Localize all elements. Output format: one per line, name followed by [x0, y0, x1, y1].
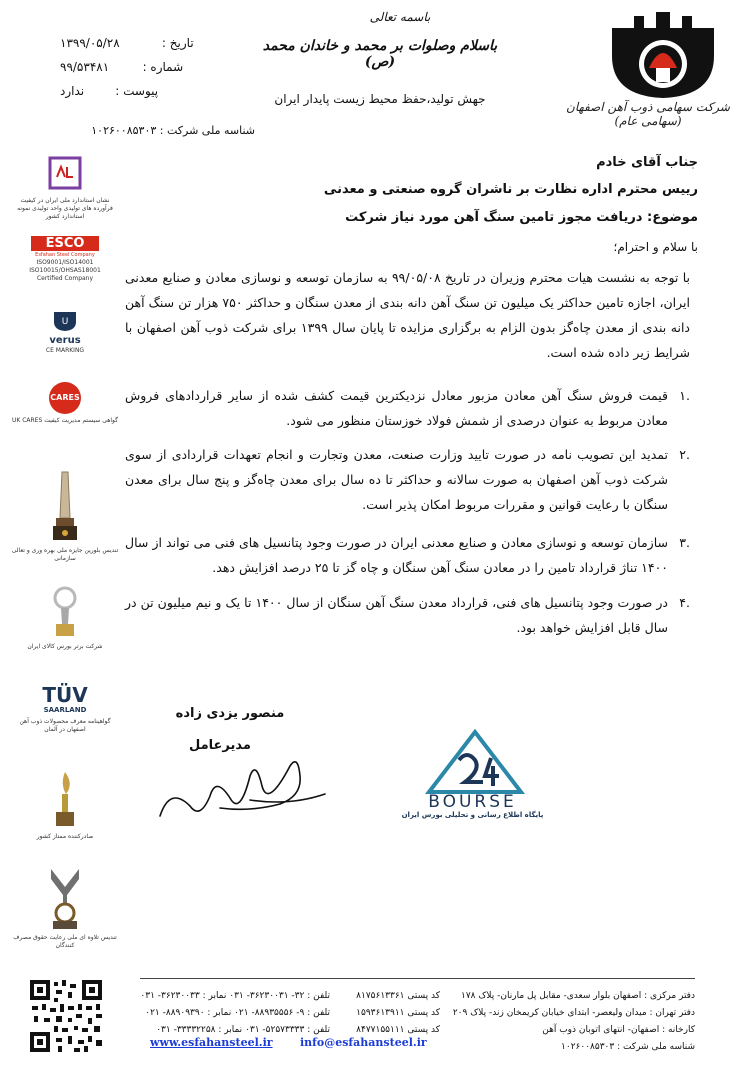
badge-label: نشان استاندارد ملی ایران در کیفیت فرآورده های تولیدی واحد تولیدی نمونه استاندارد کشور — [17, 197, 113, 220]
footer-address-hq: دفتر مرکزی : اصفهان بلوار سعدی- مقابل پل مارنان- پلاک ۱۷۸ — [460, 991, 695, 1001]
recipient: جناب آقای خادم — [596, 155, 698, 170]
badge-label: ISO10015/OHSAS18001 — [29, 267, 101, 274]
bourse-trophy-icon — [48, 584, 82, 640]
standard-mark-icon — [47, 155, 83, 191]
subject: موضوع: دریافت مجوز تامین سنگ آهن مورد نیاز شرکت — [345, 210, 698, 225]
list-item-number: .۲ — [679, 447, 690, 462]
list-item-number: .۱ — [679, 388, 690, 403]
badge-label: گواهی سیستم مدیریت کیفیت UK CARES — [11, 417, 119, 424]
list-item — [125, 442, 690, 517]
footer-national-id: شناسه ملی شرکت : ۱۰۲۶۰۰۸۵۳۰۳ — [561, 1042, 695, 1052]
footer-address-tehran: دفتر تهران : میدان ولیعصر- ابتدای خیابان کریمخان زند- پلاک ۲۰۹ — [452, 1008, 695, 1018]
bourse-logo — [425, 730, 525, 794]
tuv-logo: TÜV — [42, 683, 88, 707]
intro-paragraph: با توجه به نشست هیات محترم وزیران در تاریخ ۹۹/۰۵/۰۸ به سازمان توسعه و نوسازی معادن و صنایع معدنی ایران، اجازه تامین حداکثر یک میلیون تن سنگ آهن دانه بندی از معدن سنگان و حداکثر ۷۵۰ هزار تن سنگ آهن دانه بندی از معدن چاه‌گز بدون الزام به برگزاری مزایده تا پایان سال ۱۳۹۹ برای شرکت ذوب آهن اصفهان با شرایط زیر داده شده است. — [125, 270, 690, 360]
badge-label: صادرکننده ممتاز کشور — [36, 833, 94, 840]
motto: جهش تولید،حفظ محیط زیست پایدار ایران — [274, 92, 486, 106]
greeting: با سلام و احترام؛ — [613, 240, 698, 254]
bismillah: باسمه تعالی — [369, 10, 431, 24]
badge-top-bourse — [10, 584, 120, 651]
badge-label: Esfahan Steel Company — [35, 252, 95, 258]
consumer-trophy-icon — [45, 865, 85, 931]
badge-label: شرکت برتر بورس کالای ایران — [27, 643, 103, 650]
meta-attachment-label: پیوست : — [115, 84, 159, 98]
footer-addresses — [440, 988, 695, 1056]
badge-esco — [10, 236, 120, 283]
verus-shield-icon — [50, 310, 80, 332]
qr-code — [28, 978, 104, 1054]
bourse-wordmark: BOURSE — [428, 792, 517, 812]
list-item-text: در صورت وجود پتانسیل های فنی، قرارداد معدن سنگ آهن سنگان از سال ۱۴۰۰ تا یک و نیم میلیون تن در سال قابل افزایش خواهد بود. — [125, 595, 668, 635]
meta-number-value: ۹۹/۵۳۴۸۱ — [60, 60, 110, 74]
footer-postal-tehran: کد پستی ۱۵۹۳۶۱۳۹۱۱ — [356, 1008, 440, 1018]
badge-crystal-award — [10, 468, 120, 563]
badge-label: تندیس بلورین جایزه ملی بهره وری و تعالی سازمانی — [11, 547, 119, 562]
company-name: شرکت سهامی ذوب آهن اصفهان (سهامی عام) — [566, 100, 730, 128]
company-logo — [604, 8, 722, 100]
verus-wordmark: verus — [49, 335, 81, 346]
list-item-text: قیمت فروش سنگ آهن معادن مزبور معادل نزدیکترین قیمت کشف شده از سایر قراردادهای فروش معادن مربوط به عنوان درصدی از شمش فولاد خوزستان منظور می شود. — [125, 388, 668, 428]
badge-exporter — [10, 770, 120, 841]
list-item — [125, 530, 690, 580]
svg-text:U: U — [61, 317, 69, 327]
footer-postal-codes — [330, 988, 440, 1039]
footer-phone-hq: تلفن : ۳۲- ۳۶۲۳۰۰۳۱- ۰۳۱ نمابر : ۳۶۲۳۰۰۳۳- ۰۳۱ — [140, 991, 330, 1001]
footer-phone-tehran: تلفن : ۹- ۸۸۹۳۵۵۵۶- ۰۲۱ نمابر : ۸۸۹۰۹۳۹۰- ۰۲۱ — [145, 1008, 330, 1018]
national-id: شناسه ملی شرکت : ۱۰۲۶۰۰۸۵۳۰۳ — [91, 124, 255, 137]
handwritten-signature — [150, 746, 340, 828]
badge-tuv — [10, 684, 120, 734]
badge-national-standard — [10, 155, 120, 221]
crystal-trophy-icon — [48, 468, 82, 544]
email-address: info@esfahansteel.ir — [300, 1036, 427, 1049]
meta-attachment — [60, 84, 260, 104]
recipient-title: رییس محترم اداره نظارت بر ناشران گروه صنعتی و معدنی — [323, 182, 698, 197]
list-item — [125, 383, 690, 433]
badge-verus — [10, 310, 120, 355]
meta-date-label: تاریخ : — [161, 36, 194, 50]
signer-name: منصور یزدی زاده — [175, 706, 285, 721]
esco-logo: ESCO — [31, 236, 99, 251]
badge-label: ISO9001/ISO14001 — [36, 259, 94, 266]
bourse-caption: پایگاه اطلاع رسانی و تحلیلی بورس ایران — [401, 811, 544, 819]
badge-consumer-rights — [10, 865, 120, 950]
list-item — [125, 590, 690, 640]
tuv-saarland: SAARLAND — [43, 706, 87, 714]
meta-attachment-value: ندارد — [60, 84, 85, 98]
meta-number — [60, 60, 260, 80]
salawat: باسلام وصلوات بر محمد و خاندان محمد (ص) — [262, 38, 498, 70]
list-item-number: .۳ — [679, 535, 690, 550]
badge-cares — [10, 382, 120, 425]
badge-label: تندیس تلاوه ای ملی رعایت حقوق مصرف کنندگان — [13, 934, 117, 949]
footer-postal-factory: کد پستی ۸۴۷۷۱۵۵۱۱۱ — [356, 1025, 440, 1035]
footer-address-factory: کارخانه : اصفهان- انتهای اتوبان ذوب آهن — [542, 1025, 695, 1035]
list-item-number: .۴ — [679, 595, 690, 610]
badge-label: گواهینامه معرف محصولات ذوب آهن اصفهان در آلمان — [19, 718, 111, 733]
meta-date — [60, 36, 260, 56]
website-link[interactable]: www.esfahansteel.ir — [150, 1036, 273, 1049]
footer-divider — [140, 978, 695, 979]
meta-date-value: ۱۳۹۹/۰۵/۲۸ — [60, 36, 120, 50]
signer-title: مدیرعامل — [189, 738, 251, 753]
footer-phone-factory: تلفن : ۵۲۵۷۳۳۳۳- ۰۳۱ نمابر : ۳۳۳۳۲۲۵۸- ۰۳۱ — [156, 1025, 330, 1035]
meta-number-label: شماره : — [142, 60, 184, 74]
list-item-text: سازمان توسعه و نوسازی معادن و صنایع معدنی ایران در صورت وجود پتانسیل های فنی می تواند از سال ۱۴۰۰ تناژ قرارداد تامین را در معادن سنگ آهن سنگان و چاه گز تا ۲۵ درصد افزایش دهد. — [125, 535, 668, 575]
footer-phones — [140, 988, 330, 1039]
cares-logo: CARES — [49, 382, 81, 414]
footer-postal-hq: کد پستی ۸۱۷۵۶۱۳۳۶۱ — [356, 991, 440, 1001]
badge-label: Certified Company — [36, 275, 94, 282]
exporter-trophy-icon — [50, 770, 80, 830]
badge-label: CE MARKING — [45, 347, 85, 354]
list-item-text: تمدید این تصویب نامه در صورت تایید وزارت صنعت، معدن وتجارت و انجام تعهدات قراردادی از سوی شرکت ذوب آهن اصفهان به صورت سالانه و حداکثر تا ده سال برای معدن چاه‌گز و پنج سال برای معدن سنگان با رعایت قوانین و مقررات مربوط امکان پذیر است. — [125, 447, 668, 512]
